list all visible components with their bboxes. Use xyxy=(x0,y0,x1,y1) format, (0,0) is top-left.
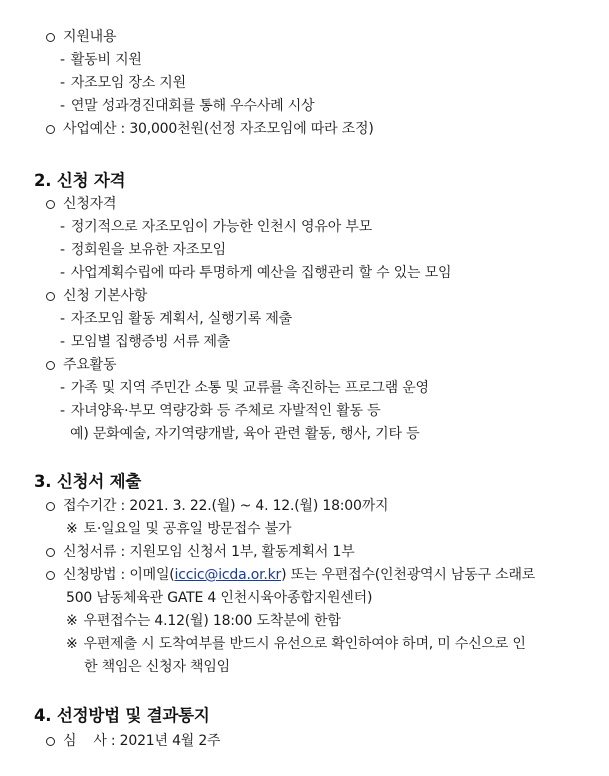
reference-mark-icon: ※ xyxy=(66,636,78,652)
basic-item: - 자조모임 활동 계획서, 실행기록 제출 xyxy=(60,311,292,327)
circle-bullet-icon xyxy=(46,361,55,370)
period-note: ※ 토·일요일 및 공휴일 방문접수 불가 xyxy=(66,521,292,537)
circle-bullet-icon xyxy=(46,737,55,746)
circle-bullet-icon xyxy=(46,292,55,301)
application-period: 접수기간 : 2021. 3. 22.(월) ~ 4. 12.(월) 18:00까지 xyxy=(46,496,388,516)
basic-requirements-heading: 신청 기본사항 xyxy=(46,286,147,306)
support-item: - 활동비 지원 xyxy=(60,52,142,68)
application-documents: 신청서류 : 지원모임 신청서 1부, 활동계획서 1부 xyxy=(46,542,355,562)
review-schedule: 심 사 : 2021년 4월 2주 xyxy=(46,731,220,751)
support-heading xyxy=(46,27,116,47)
support-item: - 자조모임 장소 지원 xyxy=(60,75,186,91)
qualification-item: - 정기적으로 자조모임이 가능한 인천시 영유아 부모 xyxy=(60,219,372,235)
qualification-heading: 신청자격 xyxy=(46,194,116,214)
reference-mark-icon: ※ xyxy=(66,613,78,629)
section-4-title: 4. 선정방법 및 결과통지 xyxy=(34,706,210,725)
support-label: 지원내용 xyxy=(63,29,117,45)
budget-line: 사업예산 : 30,000천원(선정 자조모임에 따라 조정) xyxy=(46,119,374,139)
mail-confirmation-note-cont: 한 책임은 신청자 책임임 xyxy=(84,659,230,675)
main-activity-item: - 가족 및 지역 주민간 소통 및 교류를 촉진하는 프로그램 운영 xyxy=(60,380,429,396)
circle-bullet-icon xyxy=(46,125,55,134)
basic-item: - 모임별 집행증빙 서류 제출 xyxy=(60,334,231,350)
support-item: - 연말 성과경진대회를 통해 우수사례 시상 xyxy=(60,98,315,114)
circle-bullet-icon xyxy=(46,502,55,511)
qualification-item: - 사업계획수립에 따라 투명하게 예산을 집행관리 할 수 있는 모임 xyxy=(60,265,452,281)
circle-bullet-icon xyxy=(46,548,55,557)
circle-bullet-icon xyxy=(46,200,55,209)
qualification-item: - 정회원을 보유한 자조모임 xyxy=(60,242,226,258)
section-2-title: 2. 신청 자격 xyxy=(34,171,126,190)
application-method: 신청방법 : 이메일(iccic@icda.or.kr) 또는 우편접수(인천광역시 남동구 소래로 xyxy=(46,565,535,585)
main-activity-item: - 자녀양육·부모 역량강화 등 주체로 자발적인 활동 등 xyxy=(60,403,381,419)
section-3-title: 3. 신청서 제출 xyxy=(34,472,142,491)
application-address: 500 남동체육관 GATE 4 인천시육아종합지원센터) xyxy=(66,590,373,606)
mail-confirmation-note: ※ 우편제출 시 도착여부를 반드시 유선으로 확인하여야 하며, 미 수신으로 인 xyxy=(66,636,526,652)
mail-deadline-note: ※ 우편접수는 4.12(월) 18:00 도착분에 한함 xyxy=(66,613,341,629)
activity-examples: 예) 문화예술, 자기역량개발, 육아 관련 활동, 행사, 기타 등 xyxy=(70,426,420,442)
circle-bullet-icon xyxy=(46,33,55,42)
main-activities-heading: 주요활동 xyxy=(46,355,116,375)
email-link[interactable]: iccic@icda.or.kr xyxy=(174,567,282,583)
reference-mark-icon: ※ xyxy=(66,521,78,537)
circle-bullet-icon xyxy=(46,571,55,580)
